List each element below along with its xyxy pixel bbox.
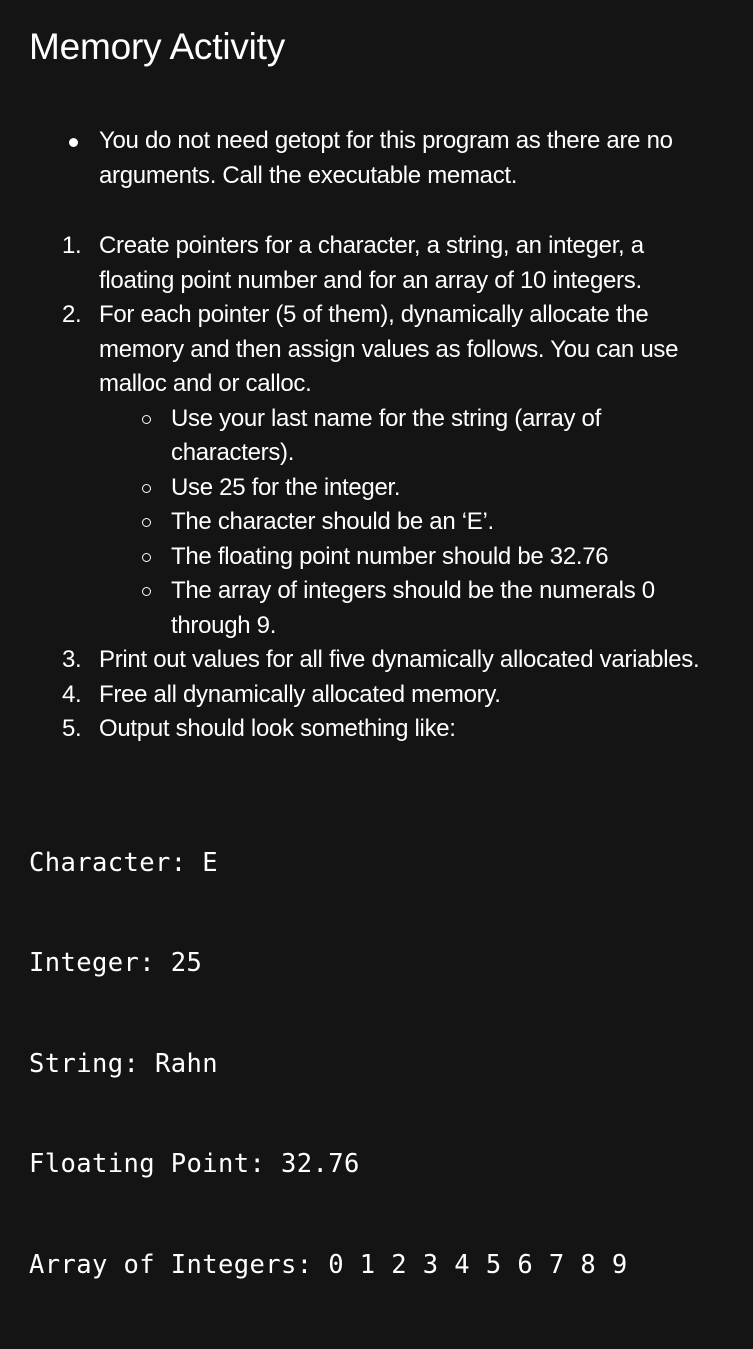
step-number: 1. (62, 229, 81, 264)
output-line: Floating Point: 32.76 (29, 1148, 725, 1182)
step-number: 4. (62, 678, 81, 713)
sub-item: The character should be an ‘E’. (99, 505, 725, 540)
sub-item: The array of integers should be the numerals 0 through 9. (99, 574, 725, 643)
sub-list (99, 402, 725, 644)
output-line: Integer: 25 (29, 947, 725, 981)
sub-item: Use your last name for the string (array of characters). (99, 402, 725, 471)
intro-bullet: You do not need getopt for this program as there are no arguments. Call the executable memact. (29, 124, 725, 193)
page-title: Memory Activity (29, 24, 725, 70)
step-number: 3. (62, 643, 81, 678)
step-text: Print out values for all five dynamically allocated variables. (99, 646, 699, 673)
sub-item: The floating point number should be 32.76 (99, 540, 725, 575)
output-line: Character: E (29, 847, 725, 881)
step-3 (29, 643, 725, 678)
step-4 (29, 678, 725, 713)
sample-output (29, 780, 725, 1349)
step-number: 2. (62, 298, 81, 333)
steps-list (29, 229, 725, 747)
sub-item: Use 25 for the integer. (99, 471, 725, 506)
intro-bullet-list (29, 124, 725, 193)
step-text: Free all dynamically allocated memory. (99, 681, 501, 708)
output-line: Array of Integers: 0 1 2 3 4 5 6 7 8 9 (29, 1249, 725, 1283)
step-number: 5. (62, 712, 81, 747)
output-line: String: Rahn (29, 1048, 725, 1082)
step-text: For each pointer (5 of them), dynamically allocate the memory and then assign values as follows. You can use malloc and or calloc. (99, 301, 678, 397)
step-2 (29, 298, 725, 643)
step-text: Create pointers for a character, a string, an integer, a floating point number and for an array of 10 integers. (99, 232, 644, 294)
step-5 (29, 712, 725, 747)
step-text: Output should look something like: (99, 715, 456, 742)
step-1 (29, 229, 725, 298)
